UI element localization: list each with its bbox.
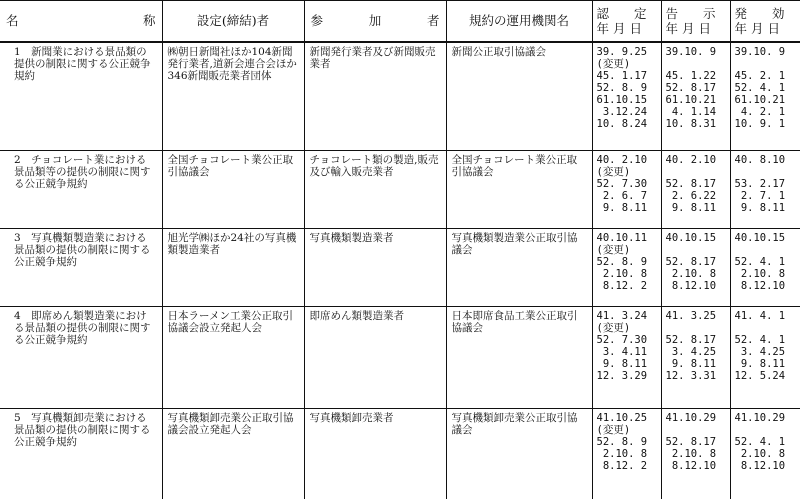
row-party: 写真機類卸売業公正取引協議会設立発起人会 [162, 409, 304, 499]
row-name: 5 写真機類卸売業における景品類の提供の制限に関する公正競争規約 [0, 409, 162, 499]
row-party: 日本ラーメン工業公正取引協議会設立発起人会 [162, 307, 304, 409]
row-notice: 40.10.15 52. 8.17 2.10. 8 8.12.10 [661, 229, 730, 307]
row-body: 新聞公正取引協議会 [446, 42, 592, 151]
header-effective [730, 1, 800, 43]
header-member: 参 加 者 [304, 1, 446, 43]
row-notice: 41.10.29 52. 8.17 2.10. 8 8.12.10 [661, 409, 730, 499]
row-party: ㈱朝日新聞社ほか104新聞発行業者,道新会連合会ほか346新聞販売業者団体 [162, 42, 304, 151]
header-notice-top: 告 示 [666, 6, 726, 21]
header-effective-top: 発 効 [735, 6, 797, 21]
row-notice: 39.10. 9 45. 1.22 52. 8.17 61.10.21 4. 1.14 10. 8.31 [661, 42, 730, 151]
header-approved-bottom: 年 月 日 [597, 21, 657, 36]
row-effective: 41. 4. 1 52. 4. 1 3. 4.25 9. 8.11 12. 5.24 [730, 307, 800, 409]
table-row [0, 409, 800, 499]
row-name: 4 即席めん類製造業における景品類の提供の制限に関する公正競争規約 [0, 307, 162, 409]
row-body: 写真機類卸売業公正取引協議会 [446, 409, 592, 499]
row-effective: 40. 8.10 53. 2.17 2. 7. 1 9. 8.11 [730, 151, 800, 229]
row-approved: 39. 9.25 (変更) 45. 1.17 52. 8. 9 61.10.15 3.12.24 10. 8.24 [592, 42, 661, 151]
table-header [0, 1, 800, 43]
header-approved-top: 認 定 [597, 6, 657, 21]
table-row [0, 307, 800, 409]
row-approved: 40.10.11 (変更) 52. 8. 9 2.10. 8 8.12. 2 [592, 229, 661, 307]
row-body: 日本即席食品工業公正取引協議会 [446, 307, 592, 409]
row-member: 新聞発行業者及び新聞販売業者 [304, 42, 446, 151]
row-member: 写真機類卸売業者 [304, 409, 446, 499]
row-body: 写真機類製造業公正取引協議会 [446, 229, 592, 307]
row-member: 即席めん類製造業者 [304, 307, 446, 409]
header-notice [661, 1, 730, 43]
row-effective: 39.10. 9 45. 2. 1 52. 4. 1 61.10.21 4. 2. 1 10. 9. 1 [730, 42, 800, 151]
row-name: 1 新聞業における景品類の提供の制限に関する公正競争規約 [0, 42, 162, 151]
row-name: 2 チョコレート業における景品類等の提供の制限に関する公正競争規約 [0, 151, 162, 229]
header-effective-bottom: 年 月 日 [735, 21, 797, 36]
table-row [0, 42, 800, 151]
table-body [0, 42, 800, 499]
row-member: 写真機類製造業者 [304, 229, 446, 307]
row-name: 3 写真機類製造業における景品類の提供の制限に関する公正競争規約 [0, 229, 162, 307]
row-member: チョコレート類の製造,販売及び輸入販売業者 [304, 151, 446, 229]
row-notice: 40. 2.10 52. 8.17 2. 6.22 9. 8.11 [661, 151, 730, 229]
header-approved [592, 1, 661, 43]
row-effective: 41.10.29 52. 4. 1 2.10. 8 8.12.10 [730, 409, 800, 499]
row-effective: 40.10.15 52. 4. 1 2.10. 8 8.12.10 [730, 229, 800, 307]
table-row [0, 229, 800, 307]
header-notice-bottom: 年 月 日 [666, 21, 726, 36]
header-body: 規約の運用機関名 [446, 1, 592, 43]
row-approved: 41. 3.24 (変更) 52. 7.30 3. 4.11 9. 8.11 12. 3.29 [592, 307, 661, 409]
row-notice: 41. 3.25 52. 8.17 3. 4.25 9. 8.11 12. 3.31 [661, 307, 730, 409]
row-approved: 40. 2.10 (変更) 52. 7.30 2. 6. 7 9. 8.11 [592, 151, 661, 229]
header-name: 名 称 [0, 1, 162, 43]
table-row [0, 151, 800, 229]
row-approved: 41.10.25 (変更) 52. 8. 9 2.10. 8 8.12. 2 [592, 409, 661, 499]
row-party: 全国チョコレート業公正取引協議会 [162, 151, 304, 229]
row-party: 旭光学㈱ほか24社の写真機類製造業者 [162, 229, 304, 307]
row-body: 全国チョコレート業公正取引協議会 [446, 151, 592, 229]
header-party: 設定(締結)者 [162, 1, 304, 43]
